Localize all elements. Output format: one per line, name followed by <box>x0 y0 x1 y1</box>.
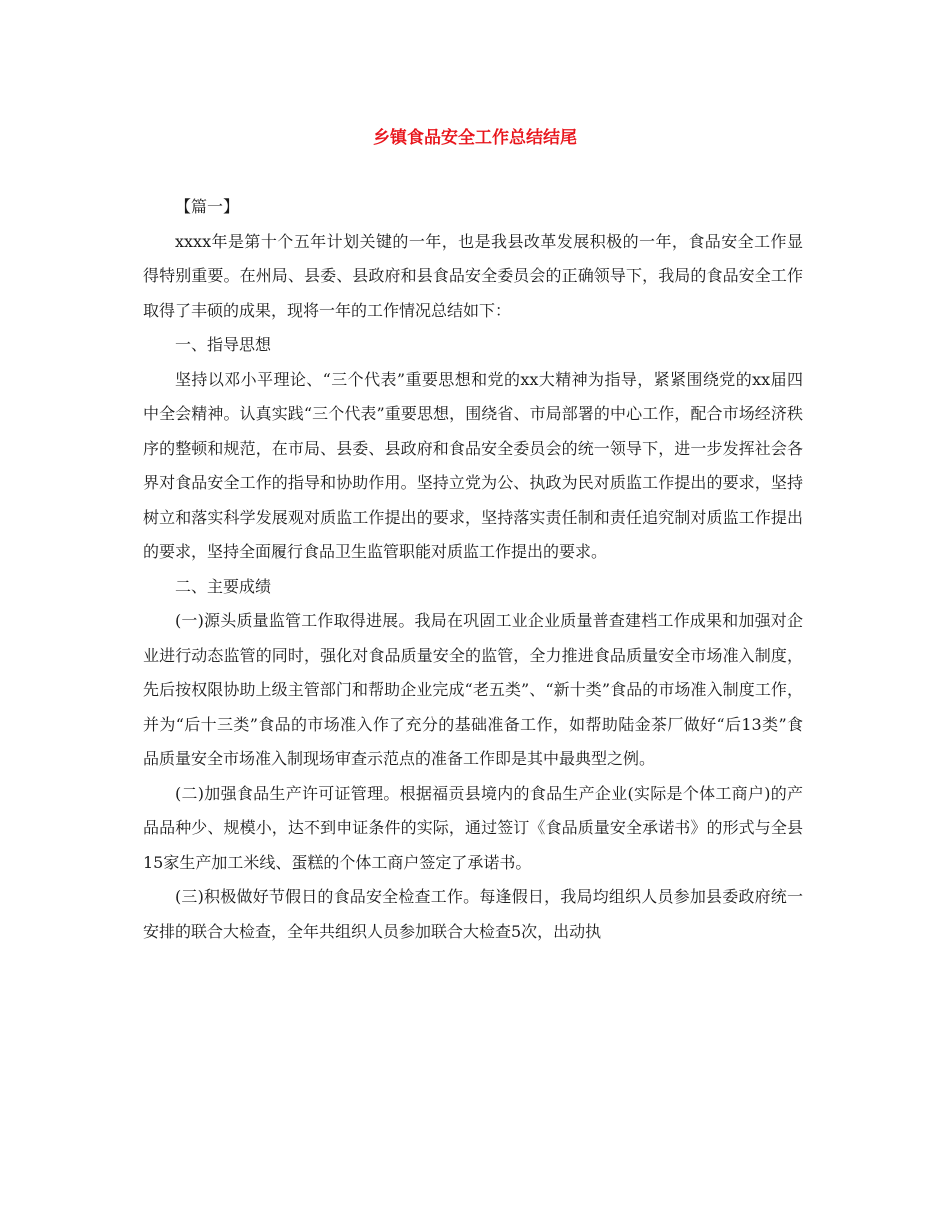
heading-guiding-ideology: 一、指导思想 <box>175 335 272 354</box>
paragraph-intro: xxxx年是第十个五年计划关键的一年，也是我县改革发展积极的一年，食品安全工作显得特别重要。在州局、县委、县政府和县食品安全委员会的正确领导下，我局的食品安全工作取得了丰硕的成果，现将一年的工作情况总结如下： <box>143 231 803 320</box>
paragraph-guiding-ideology: 坚持以邓小平理论、“三个代表”重要思想和党的xx大精神为指导，紧紧围绕党的xx届四中全会精神。认真实践“三个代表”重要思想，围绕省、市局部署的中心工作，配合市场经济秩序的整顿和规范，在市局、县委、县政府和食品安全委员会的统一领导下，进一步发挥社会各界对食品安全工作的指导和协助作用。坚持立党为公、执政为民对质监工作提出的要求，坚持树立和落实科学发展观对质监工作提出的要求，坚持落实责任制和责任追究制对质监工作提出的要求，坚持全面履行食品卫生监管职能对质监工作提出的要求。 <box>143 369 803 561</box>
section-tag: 【篇一】 <box>175 197 240 216</box>
paragraph-achievement-1: (一)源头质量监管工作取得进展。我局在巩固工业企业质量普查建档工作成果和加强对企业进行动态监管的同时，强化对食品质量安全的监管，全力推进食品质量安全市场准入制度，先后按权限协助上级主管部门和帮助企业完成“老五类”、“新十类”食品的市场准入制度工作，并为“后十三类”食品的市场准入作了充分的基础准备工作，如帮助陆金茶厂做好“后13类”食品质量安全市场准入制现场审查示范点的准备工作即是其中最典型之例。 <box>143 611 803 768</box>
paragraph-achievement-2: (二)加强食品生产许可证管理。根据福贡县境内的食品生产企业(实际是个体工商户)的产品品种少、规模小，达不到申证条件的实际，通过签订《食品质量安全承诺书》的形式与全县15家生产加工米线、蛋糕的个体工商户签定了承诺书。 <box>143 783 803 872</box>
document-title: 乡镇食品安全工作总结结尾 <box>373 128 577 148</box>
heading-main-achievements: 二、主要成绩 <box>175 576 272 596</box>
document-body <box>143 190 803 949</box>
paragraph-achievement-3: (三)积极做好节假日的食品安全检查工作。每逢假日，我局均组织人员参加县委政府统一安排的联合大检查，全年共组织人员参加联合大检查5次，出动执 <box>143 887 803 941</box>
